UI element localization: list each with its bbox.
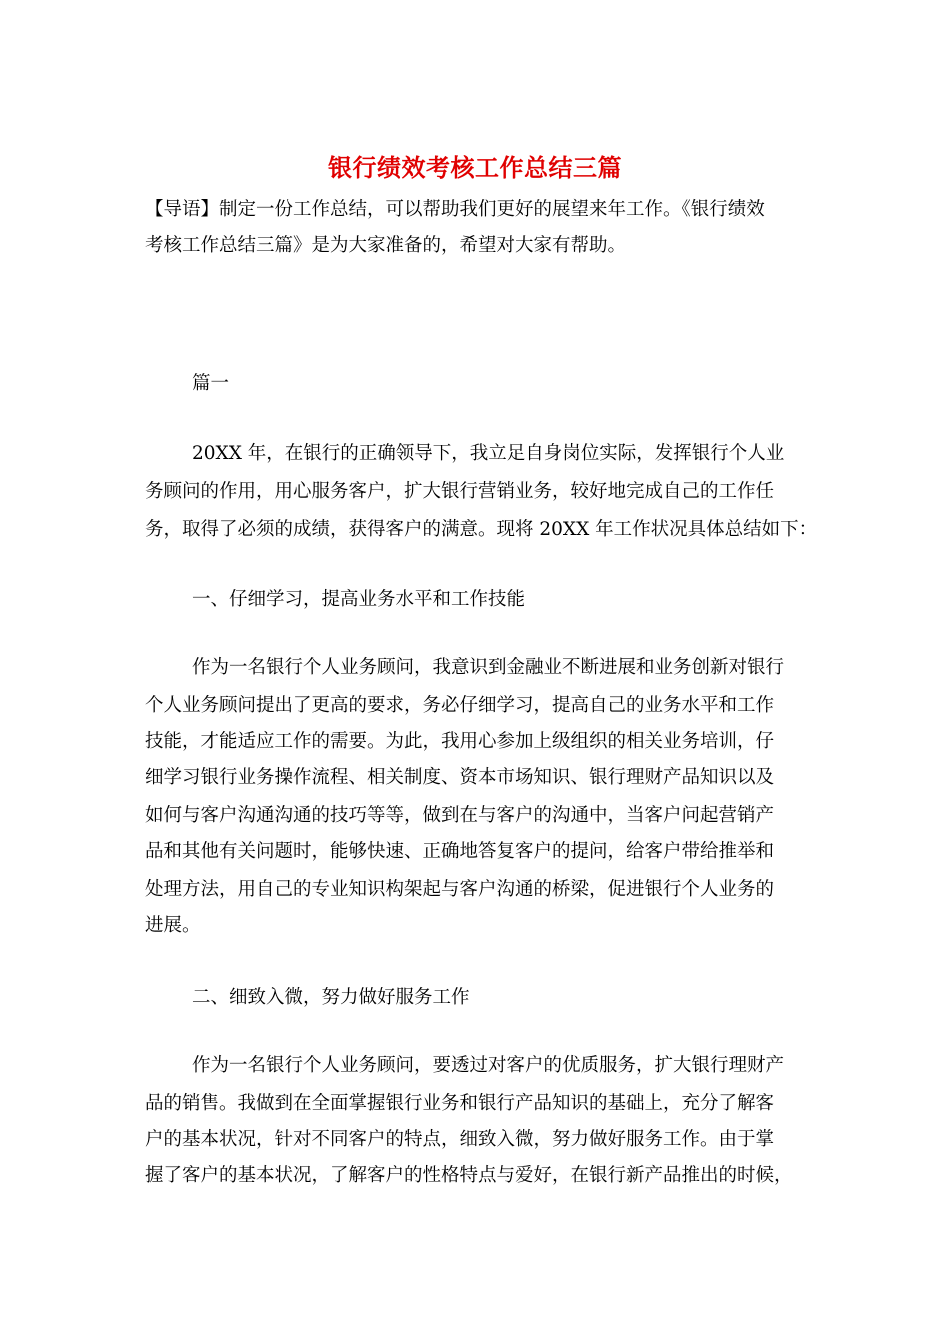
para2-line-7: 处理方法，用自己的专业知识构架起与客户沟通的桥梁，促进银行个人业务的 bbox=[145, 879, 775, 900]
section-heading: 篇一 bbox=[192, 373, 230, 394]
heading-2: 二、细致入微，努力做好服务工作 bbox=[192, 987, 470, 1008]
para3-line-4: 握了客户的基本状况，了解客户的性格特点与爱好，在银行新产品推出的时候， bbox=[145, 1165, 793, 1186]
para3-line-2: 品的销售。我做到在全面掌握银行业务和银行产品知识的基础上，充分了解客 bbox=[145, 1093, 775, 1114]
para2-line-1: 作为一名银行个人业务顾问，我意识到金融业不断进展和业务创新对银行 bbox=[192, 657, 785, 678]
para1-line-3: 务，取得了必须的成绩，获得客户的满意。现将 20XX 年工作状况具体总结如下： bbox=[145, 519, 818, 540]
para2-line-4: 细学习银行业务操作流程、相关制度、资本市场知识、银行理财产品知识以及 bbox=[145, 767, 775, 788]
para2-line-5: 如何与客户沟通沟通的技巧等等，做到在与客户的沟通中，当客户问起营销产 bbox=[145, 805, 775, 826]
intro-line-1: 【导语】制定一份工作总结，可以帮助我们更好的展望来年工作。《银行绩效 bbox=[145, 199, 765, 220]
para1-line-2: 务顾问的作用，用心服务客户，扩大银行营销业务，较好地完成自己的工作任 bbox=[145, 481, 775, 502]
para2-line-3: 技能，才能适应工作的需要。为此，我用心参加上级组织的相关业务培训，仔 bbox=[145, 731, 775, 752]
para3-line-1: 作为一名银行个人业务顾问，要透过对客户的优质服务，扩大银行理财产 bbox=[192, 1055, 785, 1076]
intro-line-2: 考核工作总结三篇》是为大家准备的，希望对大家有帮助。 bbox=[145, 235, 627, 256]
heading-1: 一、仔细学习，提高业务水平和工作技能 bbox=[192, 589, 526, 610]
document-title: 银行绩效考核工作总结三篇 bbox=[328, 153, 622, 182]
para2-line-2: 个人业务顾问提出了更高的要求，务必仔细学习，提高自己的业务水平和工作 bbox=[145, 695, 775, 716]
para2-line-8: 进展。 bbox=[145, 915, 201, 936]
para1-line-1: 20XX 年，在银行的正确领导下，我立足自身岗位实际，发挥银行个人业 bbox=[192, 443, 785, 464]
para3-line-3: 户的基本状况，针对不同客户的特点，细致入微，努力做好服务工作。由于掌 bbox=[145, 1129, 775, 1150]
para2-line-6: 品和其他有关问题时，能够快速、正确地答复客户的提问，给客户带给推举和 bbox=[145, 841, 775, 862]
